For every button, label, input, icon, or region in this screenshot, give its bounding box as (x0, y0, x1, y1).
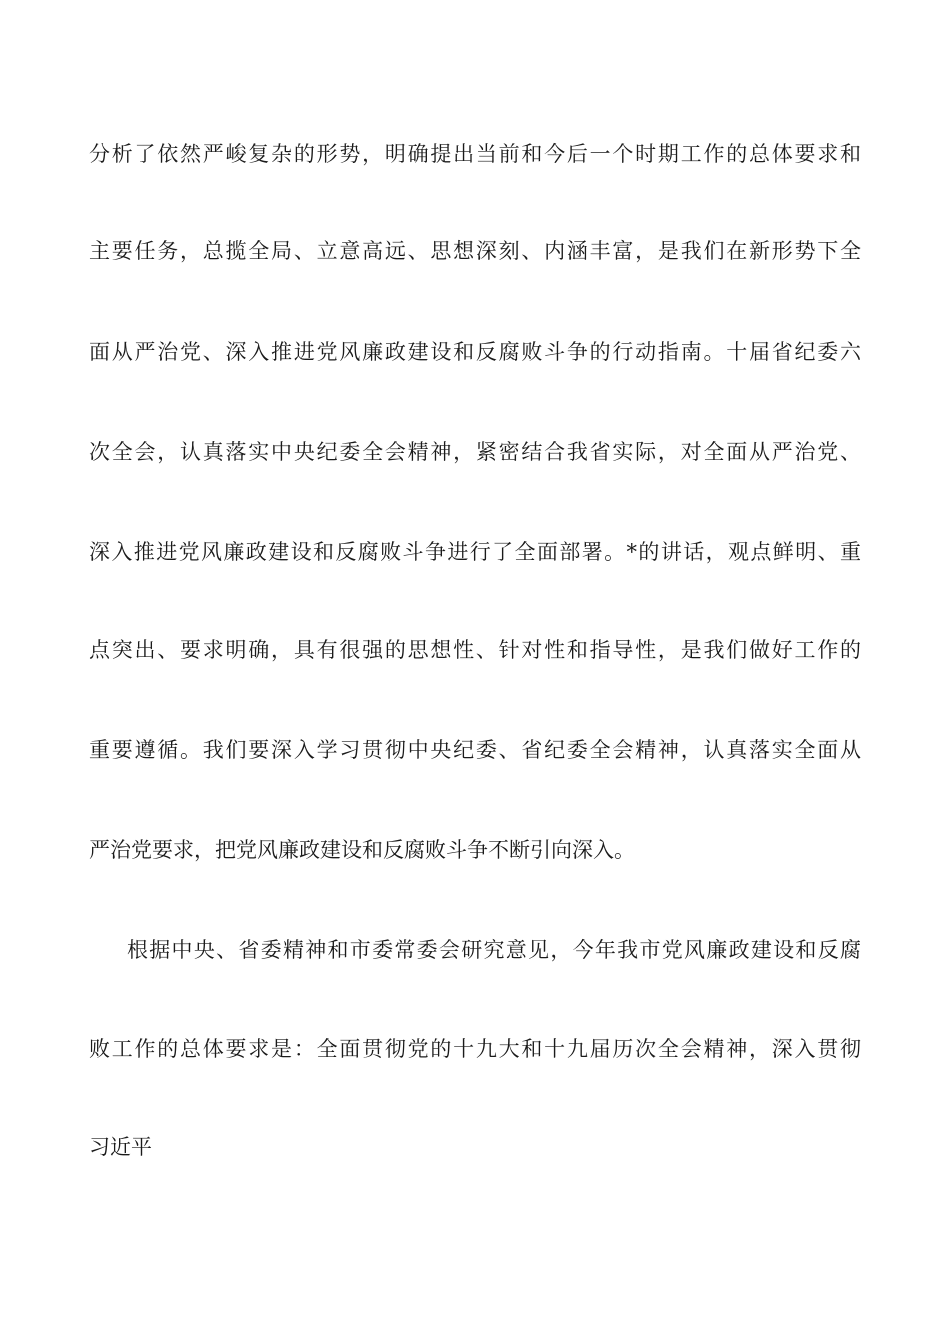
paragraph-line: 面从严治党、深入推进党风廉政建设和反腐败斗争的行动指南。十届省纪委六 (89, 340, 861, 364)
paragraph-line: 严治党要求，把党风廉政建设和反腐败斗争不断引向深入。 (89, 838, 635, 862)
paragraph-line: 重要遵循。我们要深入学习贯彻中央纪委、省纪委全会精神，认真落实全面从 (89, 738, 861, 762)
paragraph-line: 次全会，认真落实中央纪委全会精神，紧密结合我省实际，对全面从严治党、 (89, 440, 861, 464)
paragraph-line: 分析了依然严峻复杂的形势，明确提出当前和今后一个时期工作的总体要求和 (89, 142, 861, 166)
paragraph-line: 败工作的总体要求是：全面贯彻党的十九大和十九届历次全会精神，深入贯彻 (89, 1037, 861, 1061)
paragraph-line: 深入推进党风廉政建设和反腐败斗争进行了全面部署。*的讲话，观点鲜明、重 (89, 540, 861, 564)
paragraph-line: 根据中央、省委精神和市委常委会研究意见，今年我市党风廉政建设和反腐 (127, 938, 861, 962)
paragraph-line: 主要任务，总揽全局、立意高远、思想深刻、内涵丰富，是我们在新形势下全 (89, 239, 861, 263)
paragraph-line: 习近平 (89, 1135, 152, 1159)
paragraph-line: 点突出、要求明确，具有很强的思想性、针对性和指导性，是我们做好工作的 (89, 638, 861, 662)
